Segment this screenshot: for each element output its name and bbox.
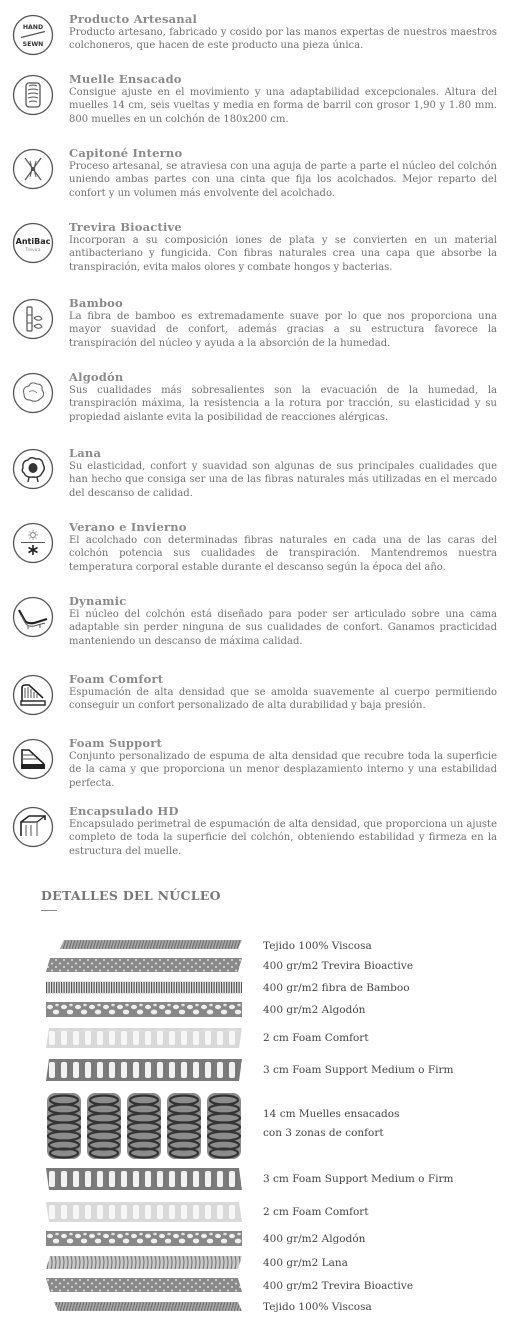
badge-text: SEWN	[22, 41, 44, 48]
layer-label-secondary: con 3 zonas de confort	[263, 1127, 384, 1139]
foam-support-layer-graphic	[46, 1168, 242, 1190]
feature-description: La fibra de bamboo es extremadamente suave por lo que nos proporciona una mayor suavidad de confort, además gracias a su estructura favorece la transpiración del núcleo y ayuda a la absorción de la humedad.	[69, 311, 497, 349]
feature-description: Proceso artesanal, se atraviesa con una aguja de parte a parte el núcleo del colchón uniendo ambas partes con una cinta que fija los acolchados. Mejor reparto del confort y un volumen más envolvente del acolchado.	[69, 161, 497, 199]
feature-title: Dynamic	[69, 594, 127, 608]
layer-label: 400 gr/m2 fibra de Bamboo	[263, 982, 410, 994]
viscose-layer-graphic	[60, 940, 242, 949]
feature-description: Encapsulado perimetral de espumación de alta densidad, que proporciona un ajuste completo de toda la superficie del colchón, obteniendo estabilidad y firmeza en la estructura del muelle.	[69, 819, 497, 857]
feature-title: Foam Support	[69, 736, 163, 750]
foam-comfort-layer-graphic	[46, 1202, 242, 1222]
adjustable-bed-icon	[12, 596, 54, 638]
bioactive-layer-graphic	[46, 958, 242, 972]
cotton-layer-graphic	[46, 1231, 242, 1246]
layer-label: 400 gr/m2 Trevira Bioactive	[263, 1280, 414, 1292]
feature-description: Producto artesano, fabricado y cosido por las manos expertas de nuestros maestros colchoneros, que hacen de este producto una pieza única.	[69, 27, 497, 52]
layer-label: Tejido 100% Viscosa	[263, 940, 372, 952]
feature-title: Producto Artesanal	[69, 12, 198, 26]
feature-description: Su elasticidad, confort y suavidad son algunas de sus principales cualidades que han hecho que consiga ser una de las fibras naturales más utilizadas en el mercado del descanso de calidad.	[69, 461, 497, 499]
feature-description: Espumación de alta densidad que se amolda suavemente al cuerpo permitiendo conseguir un confort personalizado de alta durabilidad y baja presión.	[69, 687, 497, 712]
pocket-spring-icon	[12, 74, 54, 116]
wool-layer-graphic	[46, 1256, 242, 1269]
layer-label: 400 gr/m2 Trevira Bioactive	[263, 960, 414, 972]
feature-description: El acolchado con determinadas fibras naturales en cada una de las caras del colchón potencia sus cualidades de transpiración. Mantendremos nuestra temperatura corporal estable durante el descanso según la época del año.	[69, 535, 497, 573]
foam-comfort-icon	[12, 674, 54, 716]
section-divider	[41, 910, 57, 911]
feature-description: El núcleo del colchón está diseñado para poder ser articulado sobre una cama adaptable sin perder ninguna de sus cualidades de confort. Ganamos practicidad manteniendo un descanso de máxima calidad.	[69, 609, 497, 647]
springs-layer-graphic	[46, 1092, 242, 1160]
bamboo-icon	[12, 298, 54, 340]
sheep-icon	[12, 448, 54, 490]
layer-label: 3 cm Foam Support Medium o Firm	[263, 1064, 454, 1076]
foam-support-layer-graphic	[46, 1059, 242, 1081]
encapsulated-icon	[12, 806, 54, 848]
feature-title: Algodón	[69, 370, 124, 384]
layer-label: 2 cm Foam Comfort	[263, 1206, 369, 1218]
foam-support-icon	[12, 738, 54, 780]
feature-title: Verano e Invierno	[69, 520, 187, 534]
cotton-layer-graphic	[46, 1002, 242, 1017]
feature-title: Encapsulado HD	[69, 804, 179, 818]
feature-description: Incorporan a su composición iones de plata y se convierten en un material antibacteriano y fungicida. Con fibras naturales crea una capa que absorbe la transpiración, evita malos olores y combate hongos y bacterias.	[69, 235, 497, 273]
feature-title: Lana	[69, 446, 102, 460]
layer-label: 400 gr/m2 Algodón	[263, 1004, 366, 1016]
cotton-icon	[12, 372, 54, 414]
sun-snow-icon	[12, 522, 54, 564]
layer-label: Tejido 100% Viscosa	[263, 1301, 372, 1313]
layer-label: 14 cm Muelles ensacados	[263, 1108, 400, 1120]
feature-description: Conjunto personalizado de espuma de alta densidad que recubre toda la superficie de la cama y que proporciona un menor desplazamiento interno y una estabilidad perfecta.	[69, 751, 497, 789]
bioactive-layer-graphic	[46, 1278, 242, 1292]
layer-label: 400 gr/m2 Lana	[263, 1257, 348, 1269]
feature-description: Consigue ajuste en el movimiento y una adaptabilidad excepcionales. Altura del muelles 14 cm, seis vueltas y media en forma de barril con grosor 1,90 y 1.80 mm. 800 muelles en un colchón de 180x200 cm.	[69, 87, 497, 125]
layer-label: 3 cm Foam Support Medium o Firm	[263, 1173, 454, 1185]
feature-title: Bamboo	[69, 296, 123, 310]
feature-title: Muelle Ensacado	[69, 72, 182, 86]
badge-text: Trevira	[25, 248, 41, 253]
feature-title: Capitoné Interno	[69, 146, 183, 160]
feature-title: Trevira Bioactive	[69, 220, 182, 234]
section-title: DETALLES DEL NÚCLEO	[41, 888, 221, 903]
layer-label: 400 gr/m2 Algodón	[263, 1233, 366, 1245]
layer-label: 2 cm Foam Comfort	[263, 1032, 369, 1044]
badge-text: HAND	[22, 24, 44, 31]
antibac-icon	[12, 222, 54, 264]
needle-icon	[12, 148, 54, 190]
badge-text: AntiBac	[15, 237, 51, 246]
viscose-layer-graphic	[54, 1302, 242, 1311]
bamboo-layer-graphic	[46, 981, 242, 994]
feature-title: Foam Comfort	[69, 672, 164, 686]
feature-description: Sus cualidades más sobresalientes son la evacuación de la humedad, la transpiración máxima, la resistencia a la rotura por tracción, su elasticidad y su propiedad aislante evita la posibilidad de reacciones alérgicas.	[69, 385, 497, 423]
foam-comfort-layer-graphic	[46, 1028, 242, 1048]
hand-sewn-icon	[12, 14, 54, 56]
